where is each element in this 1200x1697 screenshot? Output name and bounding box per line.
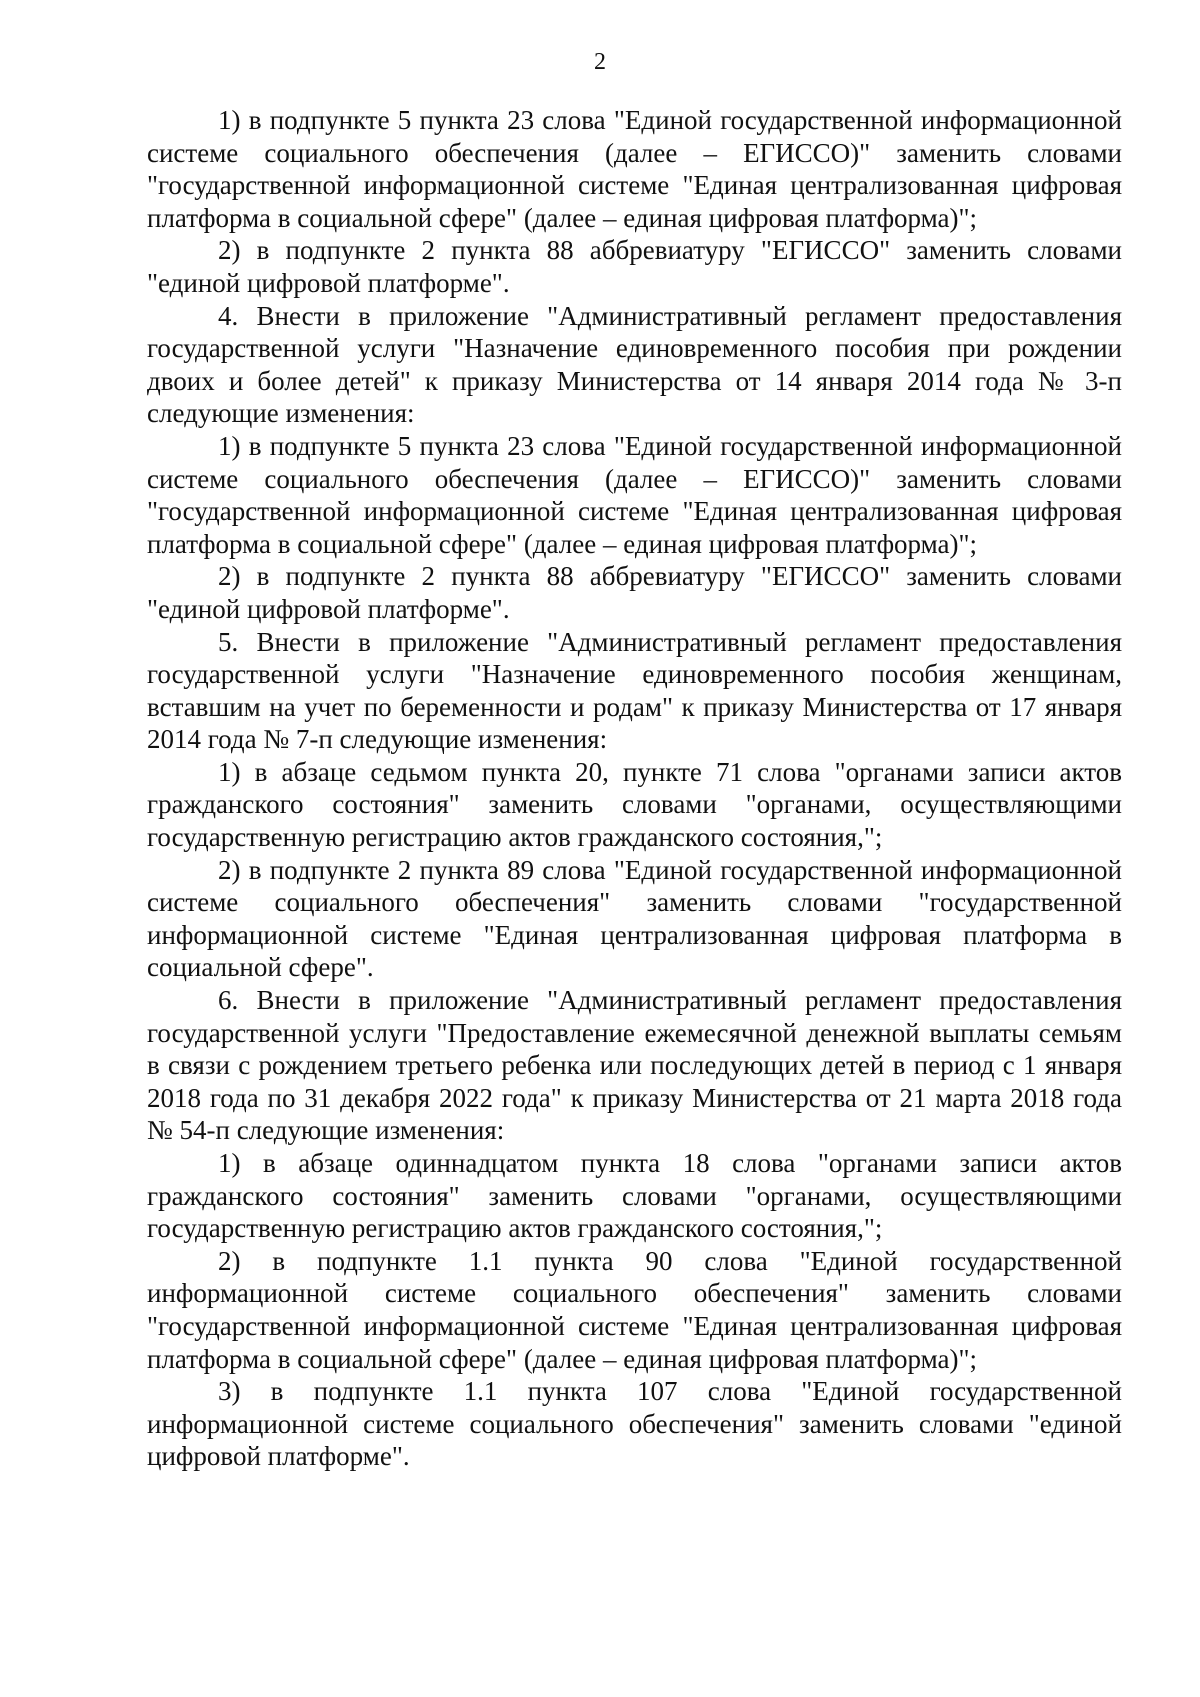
paragraph-item-5: 5. Внести в приложение "Административный регламент предоставления государственной услуги "Назначение единовременного пособия женщинам, вставшим на учет по беременности и родам" к приказу Министерства от 17 января 2014 года № 7-п следующие изменения:: [147, 626, 1122, 755]
paragraph-4-2: 2) в подпункте 2 пункта 88 аббревиатуру "ЕГИССО" заменить словами "единой цифровой платформе".: [147, 561, 1122, 624]
paragraph-3-1: 1) в подпункте 5 пункта 23 слова "Единой государственной информационной системе социального обеспечения (далее – ЕГИССО)" заменить словами "государственной информационной системе "Единая централизованная цифровая платформа в социальной сфере" (далее – единая цифровая платформа)";: [147, 105, 1122, 233]
document-body: [147, 104, 1122, 1473]
paragraph-5-1: 1) в абзаце седьмом пункта 20, пункте 71 слова "органами записи актов гражданского состояния" заменить словами "органами, осуществляющими государственную регистрацию актов гражданского состояния,";: [147, 756, 1122, 853]
paragraph-4-1: 1) в подпункте 5 пункта 23 слова "Единой государственной информационной системе социального обеспечения (далее – ЕГИССО)" заменить словами "государственной информационной системе "Единая централизованная цифровая платформа в социальной сфере" (далее – единая цифровая платформа)";: [147, 430, 1122, 559]
paragraph-item-4: 4. Внести в приложение "Административный регламент предоставления государственной услуги "Назначение единовременного пособия при рождении двоих и более детей" к приказу Министерства от 14 января 2014 года № 3-п следующие изменения:: [147, 300, 1122, 429]
page-number: 2: [594, 49, 606, 75]
paragraph-6-3: 3) в подпункте 1.1 пункта 107 слова "Единой государственной информационной системе социального обеспечения" заменить словами "единой цифровой платформе".: [147, 1376, 1122, 1472]
paragraph-6-1: 1) в абзаце одиннадцатом пункта 18 слова "органами записи актов гражданского состояния" заменить словами "органами, осуществляющими государственную регистрацию актов гражданского состояния,";: [147, 1148, 1122, 1244]
paragraph-6-2: 2) в подпункте 1.1 пункта 90 слова "Единой государственной информационной системе социального обеспечения" заменить словами "государственной информационной системе "Единая централизованная цифровая платформа в социальной сфере" (далее – единая цифровая платформа)";: [147, 1245, 1122, 1374]
paragraph-item-6: 6. Внести в приложение "Административный регламент предоставления государственной услуги "Предоставление ежемесячной денежной выплаты семьям в связи с рождением третьего ребенка или последующих детей в период с 1 января 2018 года по 31 декабря 2022 года" к приказу Министерства от 21 марта 2018 года № 54-п следующие изменения:: [147, 985, 1122, 1146]
paragraph-5-2: 2) в подпункте 2 пункта 89 слова "Единой государственной информационной системе социального обеспечения" заменить словами "государственной информационной системе "Единая централизованная цифровая платформа в социальной сфере".: [147, 854, 1122, 983]
paragraph-3-2: 2) в подпункте 2 пункта 88 аббревиатуру "ЕГИССО" заменить словами "единой цифровой платформе".: [147, 235, 1122, 298]
